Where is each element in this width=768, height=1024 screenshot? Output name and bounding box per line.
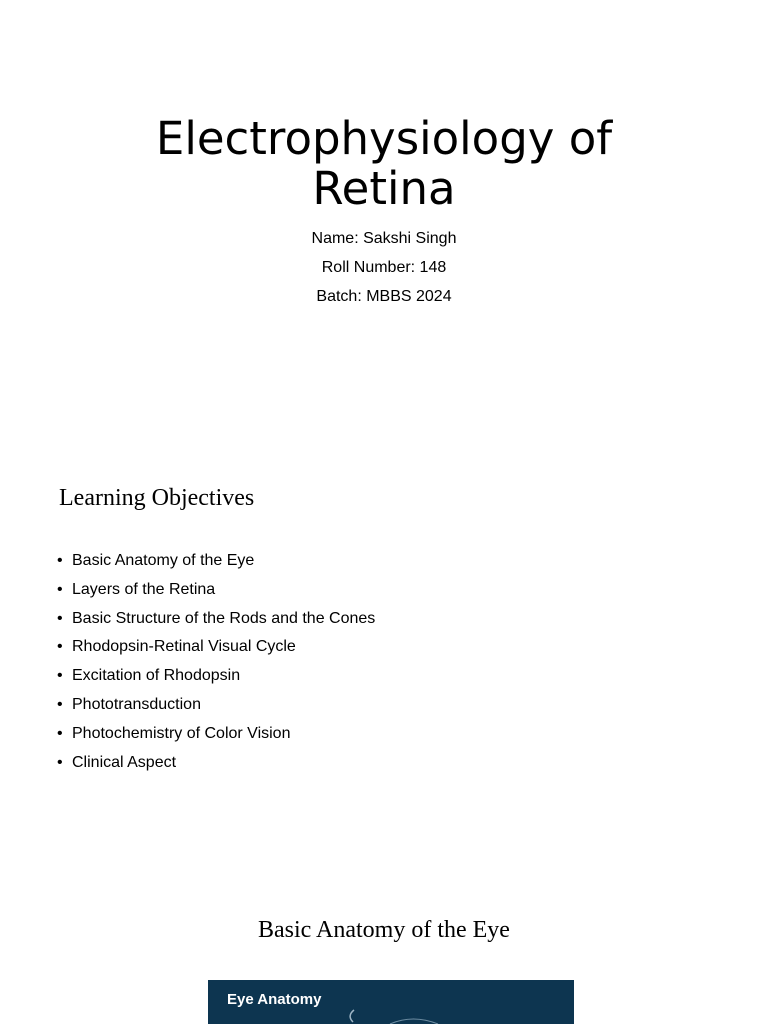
objective-text: Photochemistry of Color Vision <box>72 724 291 742</box>
eye-anatomy-figure <box>208 980 574 1024</box>
roll-number: Roll Number: 148 <box>321 259 447 276</box>
slide-title: Electrophysiology of Retina <box>155 112 613 215</box>
list-item <box>57 549 375 578</box>
anatomy-heading: Basic Anatomy of the Eye <box>258 917 510 943</box>
objective-text: Phototransduction <box>72 695 201 713</box>
learning-objectives-heading: Learning Objectives <box>59 485 255 511</box>
objective-text: Excitation of Rhodopsin <box>72 667 241 685</box>
list-item <box>57 722 375 751</box>
bullet-icon: • <box>57 638 63 656</box>
bullet-icon: • <box>57 695 63 713</box>
figure-label: Eye Anatomy <box>227 991 322 1008</box>
list-item <box>57 578 375 607</box>
objective-text: Basic Structure of the Rods and the Cones <box>72 609 376 627</box>
bullet-icon: • <box>57 580 63 598</box>
list-item <box>57 664 375 693</box>
bullet-icon: • <box>57 724 63 742</box>
objective-text: Clinical Aspect <box>72 753 177 771</box>
bullet-icon: • <box>57 667 63 685</box>
list-item <box>57 607 375 636</box>
bullet-icon: • <box>57 552 63 569</box>
objectives-list <box>57 549 375 779</box>
objective-text: Basic Anatomy of the Eye <box>72 552 255 569</box>
student-name: Name: Sakshi Singh <box>311 230 457 247</box>
list-item <box>57 635 375 664</box>
bullet-icon: • <box>57 609 63 627</box>
objective-text: Rhodopsin-Retinal Visual Cycle <box>72 638 296 656</box>
bullet-icon: • <box>57 753 63 771</box>
list-item <box>57 751 375 780</box>
list-item <box>57 693 375 722</box>
objective-text: Layers of the Retina <box>72 580 216 598</box>
batch: Batch: MBBS 2024 <box>316 288 452 305</box>
